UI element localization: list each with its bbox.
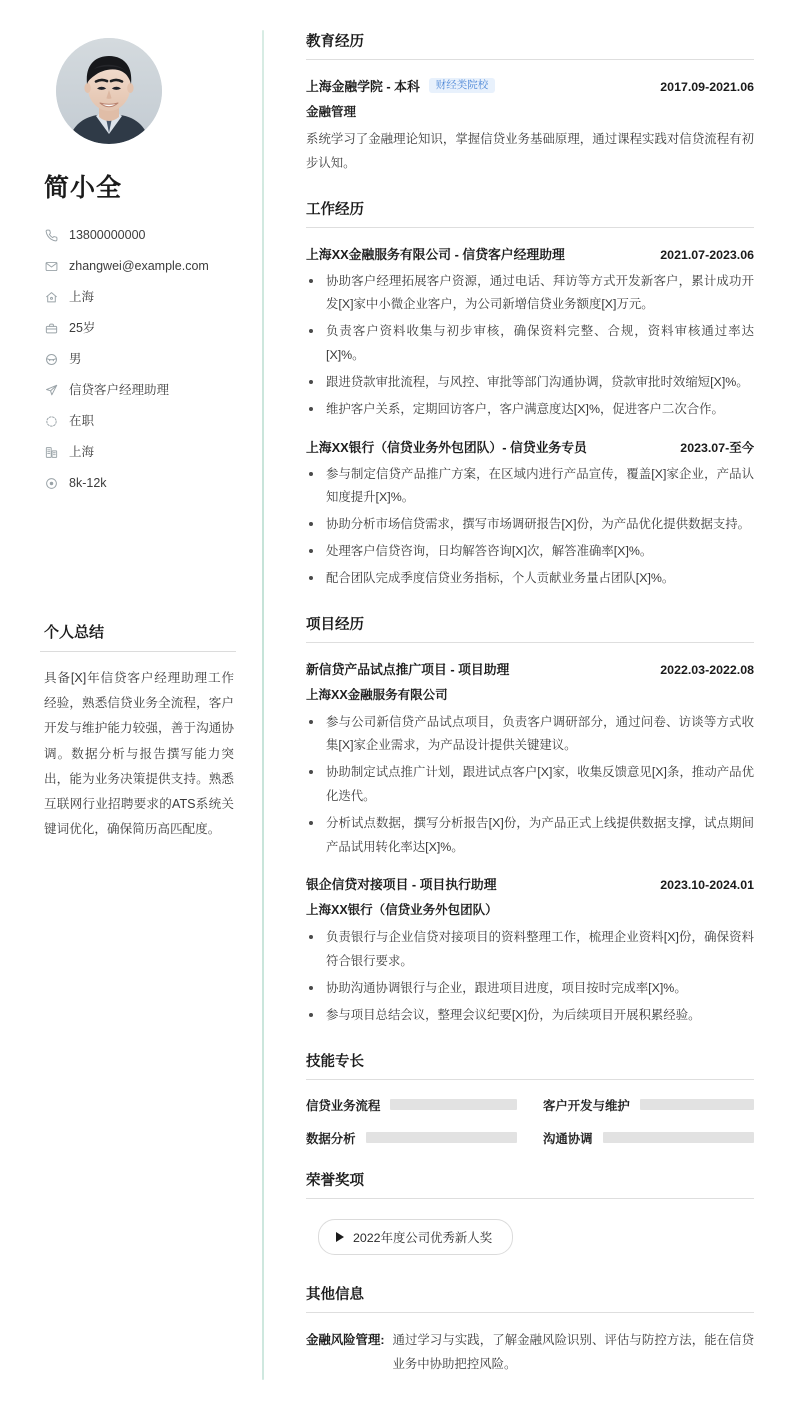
contact-value: 25岁	[69, 321, 96, 336]
skill-progress-track	[603, 1132, 754, 1143]
work-heading: 工作经历	[306, 198, 754, 228]
contact-item-position[interactable]	[44, 375, 236, 406]
list-item: 参与制定信贷产品推广方案，在区域内进行产品宣传，覆盖[X]家企业，产品认知度提升[X]%。	[306, 463, 754, 511]
skill-label: 沟通协调	[543, 1131, 593, 1146]
list-item: 维护客户关系，定期回访客户，客户满意度达[X]%，促进客户二次合作。	[306, 398, 754, 422]
skill-label: 客户开发与维护	[543, 1098, 630, 1113]
work-section	[306, 198, 754, 591]
honor-chip[interactable]	[318, 1219, 513, 1255]
other-label: 金融风险管理:	[306, 1332, 385, 1347]
building-icon	[44, 446, 58, 460]
paper-plane-icon	[44, 384, 58, 398]
projects-heading: 项目经历	[306, 613, 754, 643]
education-title-row	[306, 76, 495, 95]
contact-item-salary[interactable]	[44, 468, 236, 499]
other-section	[306, 1283, 754, 1377]
summary-section	[40, 621, 236, 842]
triangle-right-icon	[336, 1232, 344, 1242]
sidebar	[0, 0, 264, 1406]
main-content	[264, 0, 794, 1406]
list-item: 负责客户资料收集与初步审核，确保资料完整、合规，资料审核通过率达[X]%。	[306, 320, 754, 368]
list-item: 处理客户信贷咨询，日均解答咨询[X]次，解答准确率[X]%。	[306, 540, 754, 564]
contact-list	[44, 220, 236, 499]
contact-value: 上海	[69, 445, 95, 460]
avatar	[56, 38, 162, 144]
education-date: 2017.09-2021.06	[660, 80, 754, 94]
entry-header	[306, 874, 754, 893]
list-item: 协助分析市场信贷需求，撰写市场调研报告[X]份，为产品优化提供数据支持。	[306, 513, 754, 537]
contact-item-phone[interactable]	[44, 220, 236, 251]
briefcase-icon	[44, 322, 58, 336]
work-bullets	[306, 270, 754, 422]
other-heading: 其他信息	[306, 1283, 754, 1313]
list-item: 分析试点数据，撰写分析报告[X]份，为产品正式上线提供数据支撑，试点期间产品试用转化率达[X]%。	[306, 812, 754, 860]
education-desc: 系统学习了金融理论知识，掌握信贷业务基础原理，通过课程实践对信贷流程有初步认知。	[306, 132, 754, 170]
entry-header	[306, 659, 754, 678]
face-icon	[44, 353, 58, 367]
skill-label: 数据分析	[306, 1131, 356, 1146]
contact-item-gender[interactable]	[44, 344, 236, 375]
skill-progress-track	[640, 1099, 754, 1110]
skill-row	[306, 1096, 517, 1114]
education-tag: 财经类院校	[429, 78, 496, 94]
honors-heading: 荣誉奖项	[306, 1169, 754, 1199]
project-org: 上海XX金融服务有限公司	[306, 687, 448, 702]
other-row	[306, 1329, 754, 1377]
contact-value: 在职	[69, 414, 95, 429]
entry-header	[306, 244, 754, 263]
entry-header	[306, 76, 754, 95]
project-date: 2022.03-2022.08	[660, 662, 754, 677]
entry-header	[306, 437, 754, 456]
work-title: 上海XX金融服务有限公司 - 信贷客户经理助理	[306, 246, 565, 262]
summary-heading: 个人总结	[40, 621, 236, 652]
target-icon	[44, 477, 58, 491]
skill-row	[306, 1129, 517, 1147]
skills-heading: 技能专长	[306, 1050, 754, 1080]
skill-progress-track	[390, 1099, 517, 1110]
project-entry	[306, 874, 754, 1027]
project-bullets	[306, 926, 754, 1027]
list-item: 跟进贷款审批流程，与风控、审批等部门沟通协调，贷款审批时效缩短[X]%。	[306, 371, 754, 395]
list-item: 参与项目总结会议，整理会议纪要[X]份，为后续项目开展积累经验。	[306, 1004, 754, 1028]
refresh-icon	[44, 415, 58, 429]
skills-section	[306, 1050, 754, 1147]
work-bullets	[306, 463, 754, 591]
honor-list	[306, 1215, 754, 1261]
project-title: 新信贷产品试点推广项目 - 项目助理	[306, 661, 510, 677]
project-title: 银企信贷对接项目 - 项目执行助理	[306, 877, 497, 893]
contact-value: 8k-12k	[69, 476, 107, 491]
project-entry	[306, 659, 754, 860]
projects-section	[306, 613, 754, 1028]
education-entry	[306, 76, 754, 176]
skills-grid	[306, 1096, 754, 1147]
list-item: 参与公司新信贷产品试点项目，负责客户调研部分，通过问卷、访谈等方式收集[X]家企业需求，为产品设计提供关键建议。	[306, 711, 754, 759]
list-item: 协助制定试点推广计划，跟进试点客户[X]家，收集反馈意见[X]条，推动产品优化迭代。	[306, 761, 754, 809]
skill-label: 信贷业务流程	[306, 1098, 381, 1113]
list-item: 负责银行与企业信贷对接项目的资料整理工作，梳理企业资料[X]份，确保资料符合银行要求。	[306, 926, 754, 974]
other-value: 通过学习与实践，了解金融风险识别、评估与防控方法，能在信贷业务中协助把控风险。	[392, 1332, 754, 1371]
contact-item-email[interactable]	[44, 251, 236, 282]
home-icon	[44, 291, 58, 305]
education-heading: 教育经历	[306, 30, 754, 60]
list-item: 协助客户经理拓展客户资源，通过电话、拜访等方式开发新客户，累计成功开发[X]家中小微企业客户，为公司新增信贷业务额度[X]万元。	[306, 270, 754, 318]
work-entry	[306, 244, 754, 422]
contact-value: 信贷客户经理助理	[69, 383, 170, 398]
phone-icon	[44, 229, 58, 243]
contact-value: 13800000000	[69, 228, 146, 243]
skill-row	[543, 1129, 754, 1147]
list-item: 协助沟通协调银行与企业，跟进项目进度，项目按时完成率[X]%。	[306, 977, 754, 1001]
education-section	[306, 30, 754, 176]
summary-text: 具备[X]年信贷客户经理助理工作经验，熟悉信贷业务全流程，客户开发与维护能力较强，善于沟通协调。数据分析与报告撰写能力突出，能为业务决策提供支持。熟悉互联网行业招聘要求的ATS系统关键词优化，确保简历高匹配度。	[44, 671, 234, 837]
list-item: 配合团队完成季度信贷业务指标，个人贡献业务量占团队[X]%。	[306, 567, 754, 591]
work-date: 2021.07-2023.06	[660, 247, 754, 262]
skill-row	[543, 1096, 754, 1114]
project-bullets	[306, 711, 754, 860]
education-major: 金融管理	[306, 105, 357, 119]
envelope-icon	[44, 260, 58, 274]
project-org: 上海XX银行（信贷业务外包团队）	[306, 903, 498, 918]
work-entry	[306, 437, 754, 591]
work-date: 2023.07-至今	[680, 440, 754, 455]
skill-progress-track	[366, 1132, 517, 1143]
contact-value: 上海	[69, 290, 95, 305]
contact-value: 男	[69, 352, 82, 367]
person-name: 简小全	[44, 174, 123, 202]
honor-label: 2022年度公司优秀新人奖	[353, 1230, 493, 1245]
contact-item-status[interactable]	[44, 406, 236, 437]
education-school: 上海金融学院 - 本科	[306, 79, 420, 94]
project-date: 2023.10-2024.01	[660, 878, 754, 893]
contact-value: zhangwei@example.com	[69, 259, 209, 274]
contact-item-age[interactable]	[44, 313, 236, 344]
honors-section	[306, 1169, 754, 1261]
contact-item-workplace[interactable]	[44, 437, 236, 468]
contact-item-location[interactable]	[44, 282, 236, 313]
work-title: 上海XX银行（信贷业务外包团队）- 信贷业务专员	[306, 439, 587, 455]
portrait-photo-icon	[56, 38, 162, 144]
